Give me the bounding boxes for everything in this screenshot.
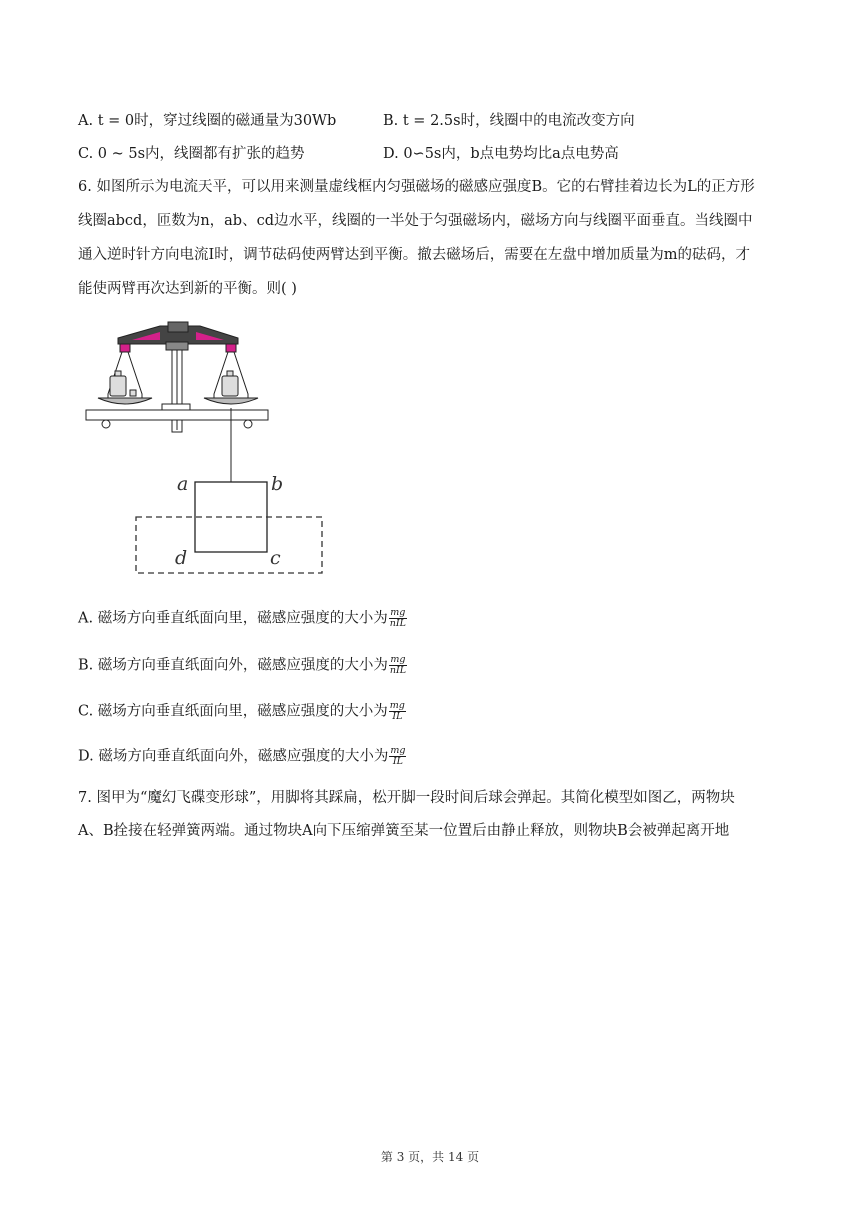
q6-option-d-fraction: [389, 746, 406, 767]
left-foot: [102, 420, 110, 428]
q6-option-d: [78, 746, 406, 767]
q6-option-b: [78, 655, 407, 676]
q6-option-a: [78, 608, 407, 629]
base-plate: [86, 410, 268, 420]
q6-stem-line-3: 通入逆时针方向电流I时，调节砝码使两臂达到平衡。撤去磁场后，需要在左盘中增加质量为m的砝码，才: [78, 247, 750, 263]
label-a: a: [177, 473, 189, 495]
q5-options-row-2: [78, 144, 619, 164]
right-pan: [204, 398, 258, 404]
q5-option-b: B. t = 2.5s时，线圈中的电流改变方向: [383, 113, 635, 129]
label-b: b: [271, 473, 284, 495]
q6-option-c-fraction: [389, 701, 406, 722]
q6-option-b-text: B. 磁场方向垂直纸面向外，磁感应强度的大小为: [78, 657, 388, 674]
q6-option-c-text: C. 磁场方向垂直纸面向里，磁感应强度的大小为: [78, 703, 388, 720]
left-small-weight: [130, 390, 136, 396]
q6-option-b-fraction: [389, 655, 407, 676]
q6-stem-line-2: 线圈abcd，匝数为n，ab、cd边水平，线圈的一半处于匀强磁场内，磁场方向与线圈平面垂直。当线圈中: [78, 213, 753, 229]
q5-option-c: C. 0 ~ 5s内，线圈都有扩张的趋势: [78, 146, 305, 162]
right-hook: [226, 344, 236, 352]
left-pan: [98, 398, 152, 404]
q5-option-a: A. t = 0时，穿过线圈的磁通量为30Wb: [78, 113, 337, 129]
right-weight: [222, 376, 238, 396]
left-weight-knob: [115, 371, 121, 376]
base-foot-block: [162, 404, 190, 410]
q7-stem-line-1: 7. 图甲为“魔幻飞碟变形球”，用脚将其踩扁，松开脚一段时间后球会弹起。其简化模型如图乙，两物块: [78, 790, 735, 806]
magnetic-field-region: [136, 517, 322, 573]
pivot-block: [168, 322, 188, 332]
right-weight-knob: [227, 371, 233, 376]
left-hook: [120, 344, 130, 352]
left-weight: [110, 376, 126, 396]
label-d: d: [175, 547, 188, 569]
fraction-numerator: mg: [390, 607, 406, 618]
q6-option-d-text: D. 磁场方向垂直纸面向外，磁感应强度的大小为: [78, 748, 389, 765]
q5-option-d: D. 0∽5s内，b点电势均比a点电势高: [383, 146, 619, 162]
right-foot: [244, 420, 252, 428]
q6-stem-line-1: 6. 如图所示为电流天平，可以用来测量虚线框内匀强磁场的磁感应强度B。它的右臂挂着边长为L的正方形: [78, 179, 755, 195]
pivot-top: [166, 342, 188, 350]
q6-option-a-text: A. 磁场方向垂直纸面向里，磁感应强度的大小为: [78, 610, 388, 627]
page-footer: 第 3 页，共 14 页: [380, 1150, 480, 1164]
q6-option-c: [78, 701, 406, 722]
fraction-denominator: IL: [392, 711, 403, 722]
fraction-denominator: nIL: [389, 618, 406, 629]
fraction-numerator: mg: [390, 745, 406, 756]
fraction-numerator: mg: [390, 654, 406, 665]
q7-stem-line-2: A、B拴接在轻弹簧两端。通过物块A向下压缩弹簧至某一位置后由静止释放，则物块B会被弹起离开地: [78, 823, 730, 839]
fraction-numerator: mg: [389, 700, 405, 711]
fraction-denominator: IL: [392, 756, 403, 767]
q6-stem-line-4: 能使两臂再次达到新的平衡。则( ): [78, 281, 297, 297]
fraction-denominator: nIL: [389, 665, 407, 676]
q5-options-row-1: [78, 111, 635, 131]
q6-option-a-fraction: [389, 608, 407, 629]
current-balance-figure: [80, 318, 330, 580]
label-c: c: [270, 547, 281, 569]
